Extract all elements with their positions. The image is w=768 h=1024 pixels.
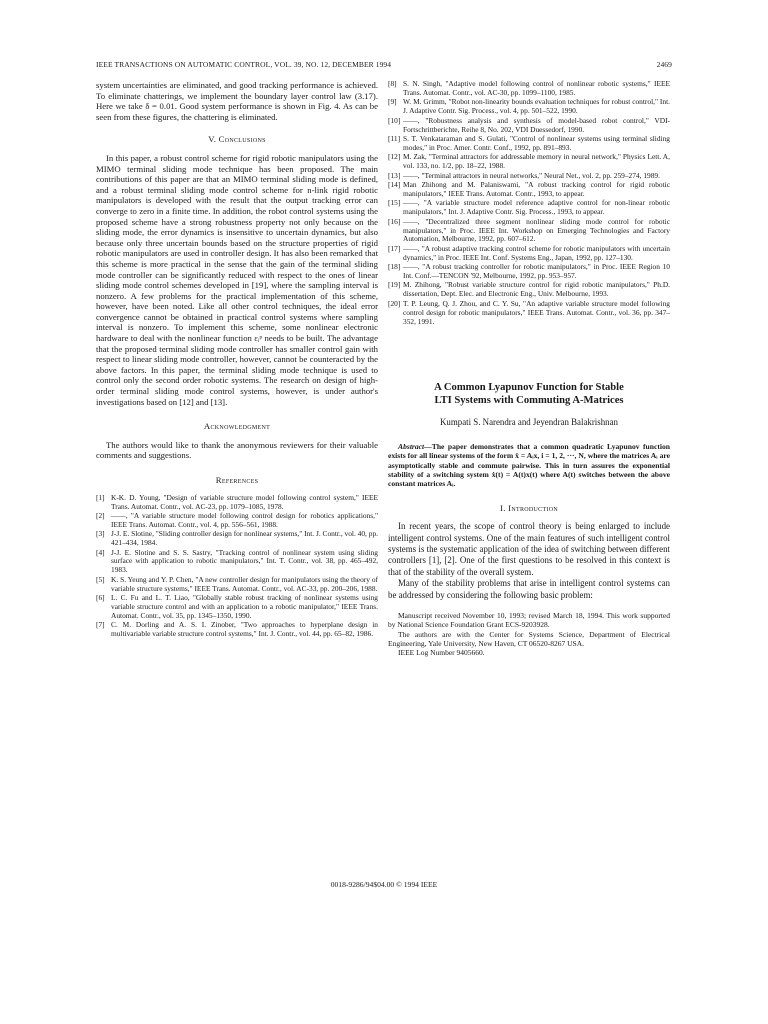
article-authors: Kumpati S. Narendra and Jeyendran Balakrishnan xyxy=(440,417,618,428)
reference-number: [17] xyxy=(388,243,401,253)
reference-text: L. C. Fu and L. T. Liao, "Globally stable robust tracking of nonlinear systems using variable structure control and with an application to a robotic manipulator," IEEE Trans. Automat. Contr., vol. 35, pp. 1345–1350, 1990. xyxy=(111,593,378,620)
reference-text: ——, "Decentralized three segment nonlinear sliding mode control for robotic manipulators," in Proc. IEEE Int. Workshop on Emerging Technologies and Factory Automation, Melbourne, 1992, pp. 607–612. xyxy=(403,216,670,244)
reference-number: [7] xyxy=(96,620,105,630)
reference-item xyxy=(96,621,378,639)
reference-number: [4] xyxy=(96,547,105,557)
introduction-paragraph-1: In recent years, the scope of control theory is being enlarged to include intelligent control systems. One of the main features of such intelligent control systems is the systematic application of the idea of switching between different controllers [1], [2]. One of the first questions to be resolved in this context is that of the stability of the overall system. xyxy=(388,521,670,577)
reference-item xyxy=(388,199,670,217)
acknowledgment-paragraph: The authors would like to thank the anonymous reviewers for their valuable comments and suggestions. xyxy=(96,439,378,461)
reference-list-left xyxy=(96,494,378,640)
reference-text: T. P. Leung, Q. J. Zhou, and C. Y. Su, "An adaptive variable structure model following control design for robotic manipulators," IEEE Trans. Automat. Contr., vol. 36, pp. 347–352, 1991. xyxy=(403,298,670,326)
reference-text: M. Zak, "Terminal attractors for addressable memory in neural network," Physics Lett. A, vol. 133, no. 1/2, pp. 18–22, 1988. xyxy=(403,152,670,171)
reference-item xyxy=(388,117,670,135)
reference-item xyxy=(388,80,670,98)
reference-text: ——, "Terminal attractors in neural networks," Neural Net., vol. 2, pp. 259–274, 1989. xyxy=(403,170,660,180)
abstract-paragraph xyxy=(388,442,670,488)
footnotes xyxy=(388,611,670,657)
page-number: 2469 xyxy=(656,60,672,69)
reference-number: [9] xyxy=(388,97,397,107)
reference-item xyxy=(96,594,378,621)
reference-item xyxy=(96,576,378,594)
title-line-1: A Common Lyapunov Function for Stable xyxy=(434,382,624,394)
reference-item xyxy=(388,153,670,171)
reference-number: [2] xyxy=(96,510,105,520)
abstract-text: The paper demonstrates that a common quadratic Lyapunov function exists for all linear systems of the form ẋ = Aᵢx, i = 1, 2, ···, N, where the matrices Aᵢ are asymptotically stable and commute pairwise. This in turn assures the exponential stability of a switching system ẋ(t) = A(t)x(t) where A(t) switches between the above constant matrices Aᵢ. xyxy=(388,442,670,489)
references-heading: References xyxy=(215,475,259,485)
reference-item xyxy=(388,263,670,281)
abstract-lead: Abstract— xyxy=(398,442,432,452)
reference-number: [10] xyxy=(388,115,401,125)
reference-text: W. M. Grimm, "Robot non-linearity bounds evaluation techniques for robust control," Int. J. Adaptive Contr. Sig. Process., vol. 4, pp. 501–522, 1990. xyxy=(403,97,670,116)
reference-number: [11] xyxy=(388,133,401,143)
reference-item xyxy=(388,300,670,327)
reference-text: ——, "A variable structure model reference adaptive control for non-linear robotic manipulators," Int. J. Adaptive Contr. Sig. Process., 1993, to appear. xyxy=(403,198,670,217)
footnote-affiliation: The authors are with the Center for Systems Science, Department of Electrical Engineering, Yale University, New Haven, CT 06520-8267 USA. xyxy=(388,629,670,648)
reference-number: [14] xyxy=(388,179,401,189)
introduction-heading: I. Introduction xyxy=(500,502,558,513)
reference-text: K-K. D. Young, "Design of variable structure model following control system," IEEE Trans. Automat. Contr., vol. AC-23, pp. 1079–1085, 1978. xyxy=(111,492,378,511)
reference-text: S. N. Singh, "Adaptive model following control of nonlinear robotic systems," IEEE Trans. Automat. Contr., vol. AC-30, pp. 1099–1100, 1985. xyxy=(403,79,670,97)
reference-item xyxy=(388,181,670,199)
introduction-paragraph-2: Many of the stability problems that arise in intelligent control systems can be addressed by considering the following basic problem: xyxy=(388,578,670,600)
reference-number: [12] xyxy=(388,152,401,162)
reference-text: ——, "A robust adaptive tracking control scheme for robotic manipulators with uncertain dynamics," in Proc. IEEE Int. Conf. Systems Eng., Japan, 1992, pp. 127–130. xyxy=(403,243,670,262)
reference-item xyxy=(388,98,670,116)
reference-number: [13] xyxy=(388,170,401,180)
reference-number: [8] xyxy=(388,79,397,88)
results-paragraph: system uncertainties are eliminated, and good tracking performance is achieved. To eliminate chatterings, we implement the boundary layer control law (3.17). Here we take δ = 0.01. Good system performance is shown in Fig. 4. As can be seen from these figures, the chattering is eliminated. xyxy=(96,80,378,122)
reference-text: Man Zhihong and M. Palaniswami, "A robust tracking control for rigid robotic manipulators," IEEE Trans. Automat. Contr., 1993, to appear. xyxy=(403,179,670,198)
reference-number: [19] xyxy=(388,280,401,290)
footnote-manuscript: Manuscript received November 10, 1993; revised March 18, 1994. This work supported by National Science Foundation Grant ECS-9203928. xyxy=(388,610,670,630)
reference-number: [3] xyxy=(96,529,105,539)
left-column xyxy=(96,80,378,640)
reference-item xyxy=(388,218,670,245)
conclusions-paragraph: In this paper, a robust control scheme for rigid robotic manipulators using the MIMO terminal sliding mode technique has been proposed. The main contributions of this paper are that an MIMO terminal sliding mode is defined, and a robust terminal sliding mode control scheme for n-link rigid robotic manipulators is developed with the result that the output tracking error can converge to zero in a finite time. In addition, the robot control systems using the proposed scheme have a strong robustness property not only because on the sliding mode, the error dynamics is insensitive to uncertain dynamics, but also because only three uncertain bounds based on the structure properties of rigid robotic manipulators are used in controller design. It has also been remarked that this scheme is more practical in the sense that the gain of the terminal sliding mode controller can be significantly reduced with respect to the ones of linear sliding mode control schemes developed in [19], where the sampling interval is nonzero. A few problems for the practical implementation of this scheme, however, have been noted. Like all other control techniques, the ideal error convergence cannot be obtained in practical control systems where sampling interval is nonzero. To implement this scheme, some nonlinear electronic hardware to deal with the nonlinear function εᵢᵖ needs to be built. The advantage that the proposed terminal sliding mode controller has smaller control gain with respect to linear sliding mode controller, however, cannot be counteracted by the above factors. In this paper, the terminal sliding mode technique is used to control only the second order robotic systems. The research on design of high-order terminal sliding mode control systems, however, is under author's investigations based on [12] and [13]. xyxy=(96,152,378,407)
title-line-2: LTI Systems with Commuting A-Matrices xyxy=(434,394,624,406)
reference-number: [6] xyxy=(96,593,105,603)
reference-item xyxy=(388,245,670,263)
journal-citation: IEEE TRANSACTIONS ON AUTOMATIC CONTROL, VOL. 39, NO. 12, DECEMBER 1994 xyxy=(96,60,392,69)
footnote-log-number: IEEE Log Number 9405660. xyxy=(398,648,485,658)
reference-item xyxy=(96,512,378,530)
reference-number: [20] xyxy=(388,298,401,308)
reference-text: J-J. E. Slotine and S. S. Sastry, "Tracking control of nonlinear system using sliding surface with application to robotic manipulators," Int. T. Contr., vol. 38, pp. 465–492, 1983. xyxy=(111,547,378,575)
reference-number: [5] xyxy=(96,574,105,584)
reference-text: J-J. E. Slotine, "Sliding controller design for nonlinear systems," Int. J. Contr., vol. 40, pp. 421–434, 1984. xyxy=(111,529,378,548)
reference-text: M. Zhihong, "Robust variable structure control for rigid robotic manipulators," Ph.D. dissertation, Dept. Elec. and Electronic Eng., Univ. Melbourne, 1993. xyxy=(403,280,670,299)
copyright-footer: 0018-9286/94$04.00 © 1994 IEEE xyxy=(330,880,438,889)
reference-item xyxy=(96,494,378,512)
reference-text: ——, "A variable structure model following control design for robotics applications," IEEE Trans. Automat. Contr., vol. 4, pp. 556–561, 1988. xyxy=(111,510,378,529)
conclusions-heading: V. Conclusions xyxy=(208,134,266,145)
reference-item xyxy=(96,530,378,548)
right-column xyxy=(388,80,670,657)
reference-text: C. M. Dorling and A. S. I. Zinober, "Two approaches to hyperplane design in multivariable variable structure control systems," Int. J. Contr., vol. 44, pp. 65–82, 1986. xyxy=(111,620,378,639)
running-header xyxy=(96,60,672,69)
reference-number: [15] xyxy=(388,198,401,208)
reference-item xyxy=(388,135,670,153)
acknowledgment-heading: Acknowledgment xyxy=(203,421,271,432)
reference-item xyxy=(388,281,670,299)
reference-text: S. T. Venkataraman and S. Gulati, "Control of nonlinear systems using terminal sliding modes," in Proc. Amer. Contr. Conf., 1992, pp. 891–893. xyxy=(403,133,670,152)
reference-number: [16] xyxy=(388,216,401,226)
reference-item xyxy=(96,549,378,576)
reference-text: K. S. Yeung and Y. P. Chen, "A new controller design for manipulators using the theory of variable structure systems," IEEE Trans. Automat. Contr., vol. AC-33, pp. 200–206, 1988. xyxy=(111,574,378,593)
reference-number: [18] xyxy=(388,262,401,272)
reference-text: ——, "A robust tracking controller for robotic manipulators," in Proc. IEEE Region 10 Int. Conf.—TENCON '92, Melbourne, 1992, pp. 953–957. xyxy=(403,262,670,281)
reference-number: [1] xyxy=(96,492,105,502)
reference-list-right xyxy=(388,80,670,326)
article-title xyxy=(388,382,670,407)
reference-text: ——, "Robustness analysis and synthesis of model-based robot control," VDI-Fortschrittberichte, Reihe 8, No. 202, VDI Duessedorf, 1990. xyxy=(403,115,670,134)
